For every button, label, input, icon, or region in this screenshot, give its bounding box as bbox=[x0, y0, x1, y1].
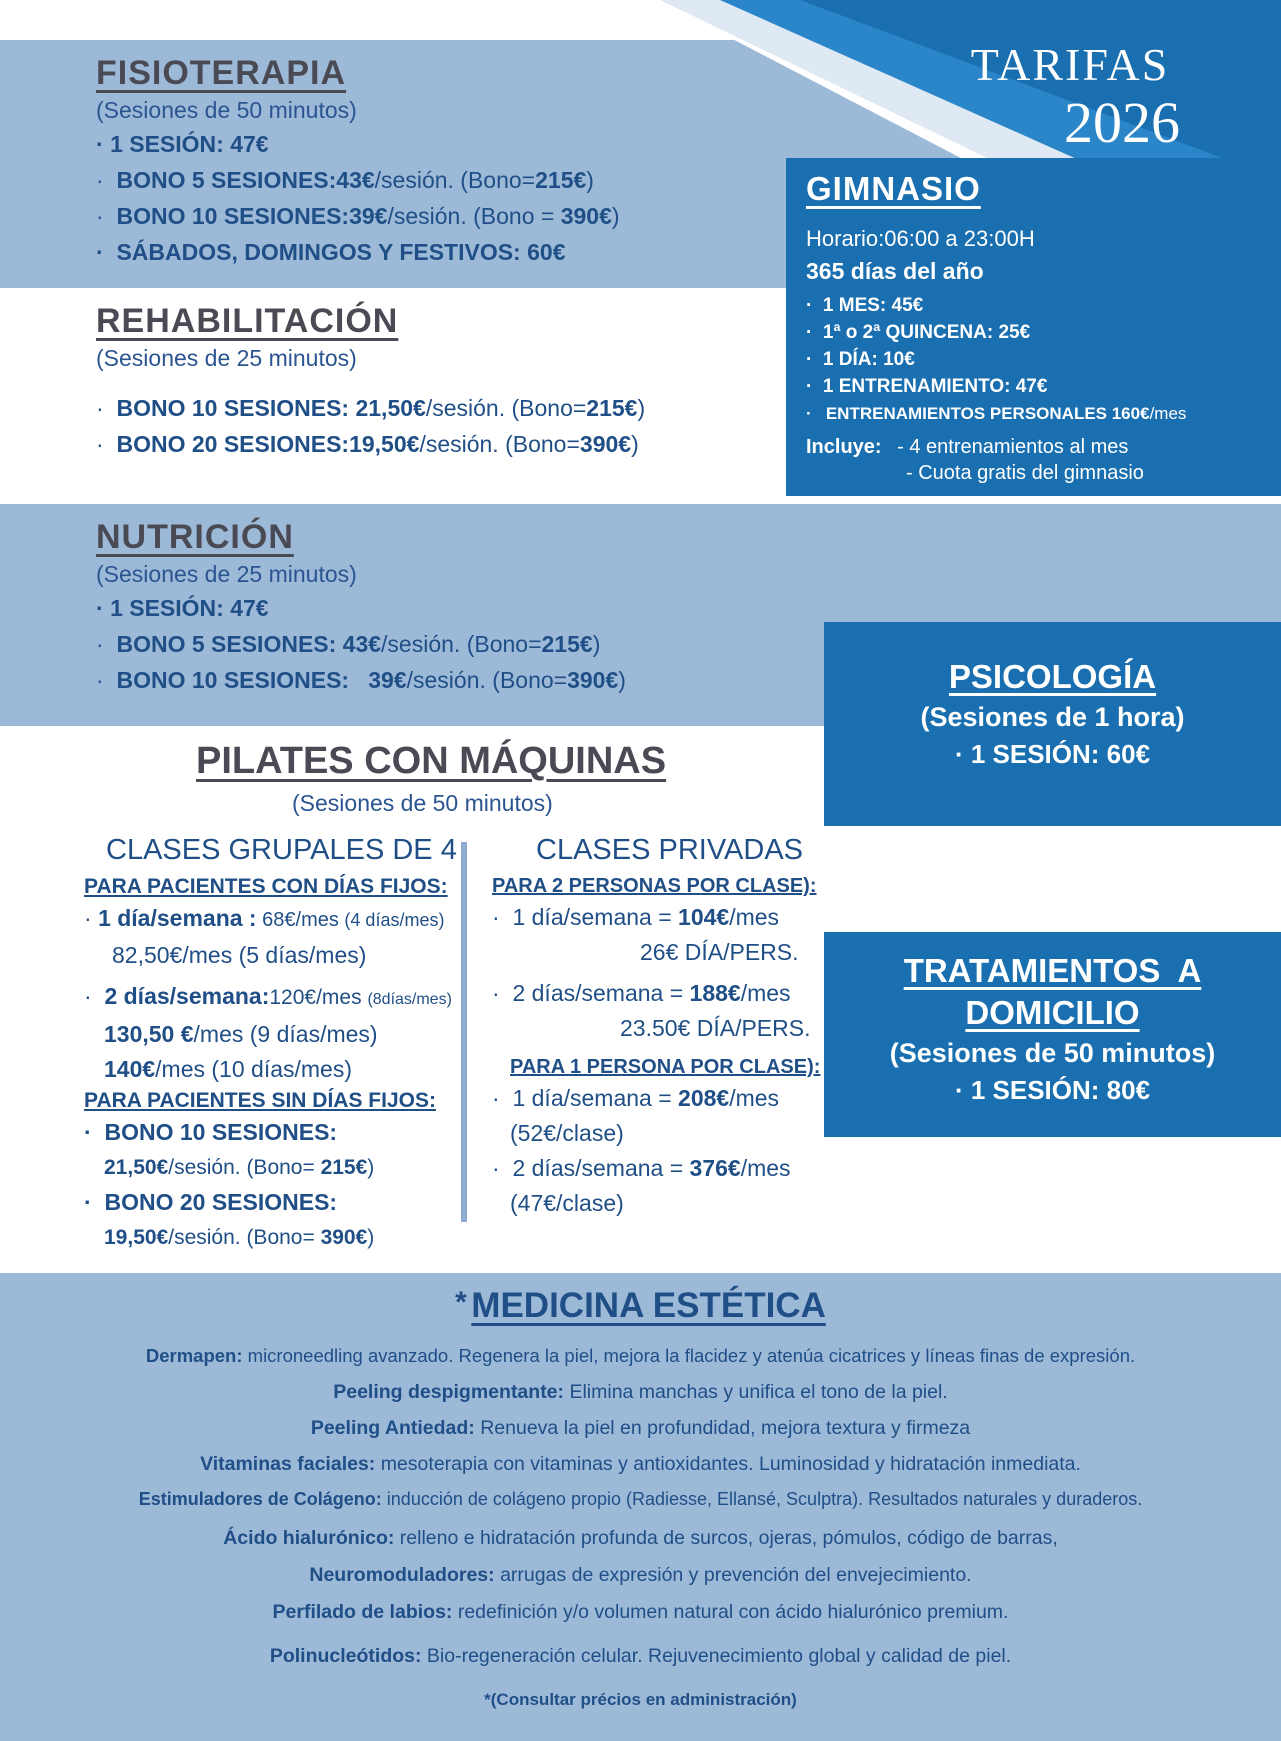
gym-box bbox=[786, 158, 1281, 496]
medicina-line-1-term: Dermapen: bbox=[145, 1345, 243, 1366]
group-d2-small: (8días/mes) bbox=[367, 991, 452, 1008]
private-two-d2-price: 188€ bbox=[689, 980, 741, 1006]
fisio-item-3-label: BONO 10 SESIONES: bbox=[116, 203, 350, 229]
group-b20-close: ) bbox=[367, 1226, 375, 1249]
private-one-d1-unit: /mes bbox=[729, 1085, 780, 1111]
fisio-item-4-label: SÁBADOS, DOMINGOS Y FESTIVOS: 60€ bbox=[116, 239, 566, 265]
page-title-line2: 2026 bbox=[1064, 90, 1180, 155]
group-d2-line2-price: 130,50 € bbox=[104, 1021, 194, 1047]
page-title-line1: TARIFAS bbox=[970, 39, 1170, 90]
fisio-item-2: · BONO 5 SESIONES:43€/sesión. (Bono=215€) bbox=[96, 167, 594, 193]
medicina-line-3-term: Peeling Antiedad: bbox=[310, 1417, 475, 1439]
group-b20-line2 bbox=[84, 1220, 464, 1255]
rehab-item-2-extra: /sesión. (Bono= bbox=[419, 431, 580, 457]
group-b20: · BONO 20 SESIONES: bbox=[84, 1189, 338, 1215]
pilates-private bbox=[492, 834, 822, 1221]
group-b10-close: ) bbox=[367, 1156, 375, 1179]
group-d1-label: 1 día/semana : bbox=[98, 905, 257, 931]
group-d2-line2 bbox=[84, 1017, 464, 1052]
rehab-item-2: · BONO 20 SESIONES:19,50€/sesión. (Bono=390€) bbox=[96, 431, 639, 457]
group-d1-line2: 82,50€/mes (5 días/mes) bbox=[112, 942, 367, 968]
gym-includes bbox=[806, 434, 1144, 486]
private-two-label: PARA 2 PERSONAS POR CLASE): bbox=[492, 875, 817, 897]
fisio-section bbox=[96, 54, 796, 270]
gym-title: GIMNASIO bbox=[806, 170, 981, 207]
psico-title: PSICOLOGÍA bbox=[948, 658, 1157, 695]
medicina-line-5 bbox=[0, 1489, 1281, 1510]
gym-item-4: · 1 ENTRENAMIENTO: 47€ bbox=[806, 376, 1048, 397]
rehab-item-1-label: BONO 10 SESIONES: bbox=[116, 395, 350, 421]
medicina-line-3 bbox=[0, 1417, 1281, 1440]
gym-item-5: · ENTRENAMIENTOS PERSONALES 160€/mes bbox=[806, 404, 1187, 423]
domicilio-subtitle: (Sesiones de 50 minutos) bbox=[889, 1038, 1216, 1068]
private-two-d1-unit: /mes bbox=[729, 904, 780, 930]
medicina-line-9-term: Polinucleótidos: bbox=[269, 1645, 422, 1667]
medicina-line-4 bbox=[0, 1453, 1281, 1476]
domicilio-item: · 1 SESIÓN: 80€ bbox=[954, 1075, 1151, 1105]
rehab-item-1: · BONO 10 SESIONES: 21,50€/sesión. (Bono=215€) bbox=[96, 395, 646, 421]
rehab-item-1-price: 21,50€ bbox=[355, 395, 426, 421]
medicina-line-4-term: Vitaminas faciales: bbox=[200, 1453, 376, 1475]
nutri-item-2-price: 43€ bbox=[342, 631, 382, 657]
private-title: CLASES PRIVADAS bbox=[536, 834, 804, 866]
private-one-label: PARA 1 PERSONA POR CLASE): bbox=[510, 1056, 821, 1078]
gym-includes-label: Incluye: bbox=[806, 436, 882, 458]
private-two-d2-unit: /mes bbox=[740, 980, 791, 1006]
rehab-item-2-bono: 390€ bbox=[579, 431, 632, 457]
medicina-line-8-term: Perfilado de labios: bbox=[272, 1601, 453, 1623]
gym-personal-unit: /mes bbox=[1149, 404, 1187, 423]
group-fixed-label: PARA PACIENTES CON DÍAS FIJOS: bbox=[84, 875, 448, 898]
rehab-section bbox=[96, 302, 796, 462]
medicina-line-1-desc: microneedling avanzado. Regenera la piel, mejora la flacidez y atenúa cicatrices y líneas finas de expresión. bbox=[242, 1345, 1136, 1366]
medicina-title-star: * bbox=[455, 1286, 467, 1319]
page-title bbox=[940, 38, 1200, 154]
gym-item-1-label: 1 MES: 45€ bbox=[822, 295, 924, 316]
group-b10-label: BONO 10 SESIONES: bbox=[104, 1119, 338, 1145]
pilates-subtitle: (Sesiones de 50 minutos) bbox=[292, 790, 553, 816]
gym-item-3: · 1 DÍA: 10€ bbox=[806, 349, 915, 370]
group-d1-small: (4 días/mes) bbox=[344, 910, 445, 930]
medicina-title bbox=[0, 1286, 1281, 1326]
fisio-item-1: · 1 SESIÓN: 47€ bbox=[96, 131, 269, 157]
gym-include-1: - 4 entrenamientos al mes bbox=[897, 436, 1129, 458]
rehab-item-1-extra: /sesión. (Bono= bbox=[425, 395, 587, 421]
nutri-item-3-close: ) bbox=[618, 667, 626, 693]
private-one-d2: · 2 días/semana = 376€/mes bbox=[492, 1155, 791, 1181]
nutri-item-2-label: BONO 5 SESIONES: bbox=[116, 631, 337, 657]
group-d2-line3-text: /mes (10 días/mes) bbox=[155, 1056, 353, 1082]
group-b20-text: /sesión. (Bono= bbox=[168, 1226, 321, 1249]
nutri-subtitle: (Sesiones de 25 minutos) bbox=[96, 561, 357, 587]
medicina-line-1 bbox=[0, 1345, 1281, 1367]
nutri-item-3: · BONO 10 SESIONES: 39€/sesión. (Bono=390€) bbox=[96, 667, 626, 693]
nutri-item-1: · 1 SESIÓN: 47€ bbox=[96, 595, 269, 621]
fisio-item-3-price: 39€ bbox=[349, 203, 388, 229]
nutri-section bbox=[96, 518, 796, 698]
medicina-title-text: MEDICINA ESTÉTICA bbox=[471, 1286, 826, 1325]
gym-personal-label: ENTRENAMIENTOS PERSONALES 160€ bbox=[825, 404, 1150, 423]
private-one-d2-label: 2 días/semana = bbox=[512, 1155, 690, 1181]
gym-include-2: - Cuota gratis del gimnasio bbox=[906, 462, 1144, 484]
fisio-item-1-label: 1 SESIÓN: 47€ bbox=[110, 131, 269, 157]
medicina-line-7-desc: arrugas de expresión y prevención del envejecimiento. bbox=[494, 1564, 972, 1586]
private-two-d2-per: 23.50€ DÍA/PERS. bbox=[620, 1015, 811, 1041]
domicilio-title-2: DOMICILIO bbox=[965, 994, 1140, 1031]
gym-item-2-label: 1ª o 2ª QUINCENA: 25€ bbox=[822, 322, 1031, 343]
medicina-line-7 bbox=[0, 1564, 1281, 1587]
private-one-d2-per: (47€/clase) bbox=[510, 1190, 624, 1216]
group-d2-line3 bbox=[84, 1052, 464, 1087]
rehab-title: REHABILITACIÓN bbox=[96, 302, 399, 340]
fisio-title: FISIOTERAPIA bbox=[96, 54, 347, 92]
medicina-line-5-desc: inducción de colágeno propio (Radiesse, Ellansé, Sculptra). Resultados naturales y duraderos. bbox=[381, 1489, 1143, 1509]
nutri-title: NUTRICIÓN bbox=[96, 518, 294, 556]
private-one-d1-per: (52€/clase) bbox=[510, 1120, 624, 1146]
group-d1: · 1 día/semana : 68€/mes (4 días/mes) bbox=[84, 905, 445, 931]
fisio-item-3-extra: /sesión. (Bono = bbox=[387, 203, 561, 229]
private-one-d2-unit: /mes bbox=[740, 1155, 791, 1181]
group-d2-line2-text: /mes (9 días/mes) bbox=[193, 1021, 378, 1047]
fisio-item-2-label: BONO 5 SESIONES: bbox=[116, 167, 337, 193]
gym-item-2: · 1ª o 2ª QUINCENA: 25€ bbox=[806, 322, 1031, 343]
fisio-item-3: · BONO 10 SESIONES:39€/sesión. (Bono = 390€) bbox=[96, 203, 620, 229]
group-b10-line2 bbox=[84, 1150, 464, 1185]
medicina-line-2-term: Peeling despigmentante: bbox=[333, 1381, 565, 1403]
medicina-line-7-term: Neuromoduladores: bbox=[309, 1564, 495, 1586]
group-b20-price: 19,50€ bbox=[104, 1226, 169, 1249]
medicina-line-8-desc: redefinición y/o volumen natural con ácido hialurónico premium. bbox=[452, 1601, 1009, 1623]
medicina-line-8 bbox=[0, 1601, 1281, 1624]
medicina-line-5-term: Estimuladores de Colágeno: bbox=[138, 1489, 382, 1509]
private-two-d1-price: 104€ bbox=[678, 904, 730, 930]
rehab-item-1-close: ) bbox=[637, 395, 646, 421]
group-b10-price: 21,50€ bbox=[104, 1156, 169, 1179]
gym-item-3-label: 1 DÍA: 10€ bbox=[822, 349, 915, 370]
psico-item: · 1 SESIÓN: 60€ bbox=[954, 739, 1151, 769]
pilates-title: PILATES CON MÁQUINAS bbox=[196, 740, 667, 782]
rehab-item-2-price: 19,50€ bbox=[349, 431, 420, 457]
private-one-d1-label: 1 día/semana = bbox=[512, 1085, 679, 1111]
medicina-line-6-term: Ácido hialurónico: bbox=[223, 1527, 395, 1549]
nutri-item-3-label: BONO 10 SESIONES: bbox=[116, 667, 350, 693]
private-two-d1: · 1 día/semana = 104€/mes bbox=[492, 904, 780, 930]
psico-box bbox=[824, 622, 1281, 826]
gym-hours: Horario:06:00 a 23:00H bbox=[806, 226, 1035, 251]
private-two-d2-label: 2 días/semana = bbox=[512, 980, 690, 1006]
nutri-item-1-label: 1 SESIÓN: 47€ bbox=[110, 595, 269, 621]
gym-days: 365 días del año bbox=[806, 258, 984, 284]
group-b10-text: /sesión. (Bono= bbox=[168, 1156, 321, 1179]
group-b20-label: BONO 20 SESIONES: bbox=[104, 1189, 338, 1215]
private-one-d1: · 1 día/semana = 208€/mes bbox=[492, 1085, 780, 1111]
nutri-item-3-extra: /sesión. (Bono= bbox=[406, 667, 568, 693]
medicina-line-4-desc: mesoterapia con vitaminas y antioxidantes. Luminosidad y hidratación inmediata. bbox=[375, 1453, 1081, 1475]
group-d2: · 2 días/semana:120€/mes (8días/mes) bbox=[84, 983, 452, 1009]
nutri-item-2: · BONO 5 SESIONES: 43€/sesión. (Bono=215€) bbox=[96, 631, 601, 657]
private-two-d2: · 2 días/semana = 188€/mes bbox=[492, 980, 791, 1006]
psico-subtitle: (Sesiones de 1 hora) bbox=[920, 702, 1185, 732]
group-b10: · BONO 10 SESIONES: bbox=[84, 1119, 338, 1145]
gym-list bbox=[806, 292, 1186, 427]
group-d2-line3-price: 140€ bbox=[104, 1056, 156, 1082]
medicina-line-2-desc: Elimina manchas y unifica el tono de la piel. bbox=[564, 1381, 948, 1403]
group-d2-price: 120€/mes bbox=[269, 986, 368, 1009]
medicina-line-9 bbox=[0, 1645, 1281, 1668]
private-one-d2-price: 376€ bbox=[689, 1155, 741, 1181]
nutri-item-3-price: 39€ bbox=[368, 667, 407, 693]
medicina-footnote: *(Consultar précios en administración) bbox=[484, 1690, 797, 1709]
group-d1-price: 68€/mes bbox=[256, 909, 345, 931]
private-two-d1-per: 26€ DÍA/PERS. bbox=[640, 939, 799, 965]
nutri-item-2-extra: /sesión. (Bono= bbox=[381, 631, 542, 657]
nutri-item-2-bono: 215€ bbox=[541, 631, 593, 657]
private-one-d1-price: 208€ bbox=[678, 1085, 730, 1111]
medicina-line-6-desc: relleno e hidratación profunda de surcos, ojeras, pómulos, código de barras, bbox=[394, 1527, 1058, 1549]
group-d2-label: 2 días/semana: bbox=[104, 983, 270, 1009]
medicina-line-6 bbox=[0, 1527, 1281, 1550]
fisio-item-3-bono: 390€ bbox=[560, 203, 612, 229]
private-two-d1-label: 1 día/semana = bbox=[512, 904, 679, 930]
medicina-line-9-desc: Bio-regeneración celular. Rejuvenecimiento global y calidad de piel. bbox=[421, 1645, 1012, 1667]
gym-item-1: · 1 MES: 45€ bbox=[806, 295, 924, 316]
gym-item-4-label: 1 ENTRENAMIENTO: 47€ bbox=[822, 376, 1048, 397]
group-b20-bono: 390€ bbox=[320, 1226, 368, 1249]
rehab-item-2-label: BONO 20 SESIONES: bbox=[116, 431, 350, 457]
fisio-subtitle: (Sesiones de 50 minutos) bbox=[96, 97, 357, 123]
fisio-item-2-extra: /sesión. (Bono= bbox=[374, 167, 536, 193]
rehab-subtitle: (Sesiones de 25 minutos) bbox=[96, 345, 357, 371]
fisio-item-2-bono: 215€ bbox=[535, 167, 587, 193]
nutri-item-3-bono: 390€ bbox=[567, 667, 619, 693]
domicilio-box bbox=[824, 932, 1281, 1137]
pilates-group bbox=[84, 834, 464, 1255]
group-title: CLASES GRUPALES DE 4 bbox=[106, 834, 457, 866]
rehab-item-2-close: ) bbox=[631, 431, 639, 457]
fisio-item-2-price: 43€ bbox=[336, 167, 375, 193]
fisio-item-4: · SÁBADOS, DOMINGOS Y FESTIVOS: 60€ bbox=[96, 239, 566, 265]
domicilio-title-1: TRATAMIENTOS A bbox=[903, 952, 1202, 989]
fisio-item-3-close: ) bbox=[611, 203, 620, 229]
group-b10-bono: 215€ bbox=[320, 1156, 368, 1179]
medicina-line-3-desc: Renueva la piel en profundidad, mejora textura y firmeza bbox=[474, 1417, 971, 1439]
rehab-item-1-bono: 215€ bbox=[586, 395, 638, 421]
group-nofixed-label: PARA PACIENTES SIN DÍAS FIJOS: bbox=[84, 1089, 436, 1112]
medicina-line-2 bbox=[0, 1381, 1281, 1404]
nutri-item-2-close: ) bbox=[592, 631, 601, 657]
fisio-item-2-close: ) bbox=[586, 167, 594, 193]
